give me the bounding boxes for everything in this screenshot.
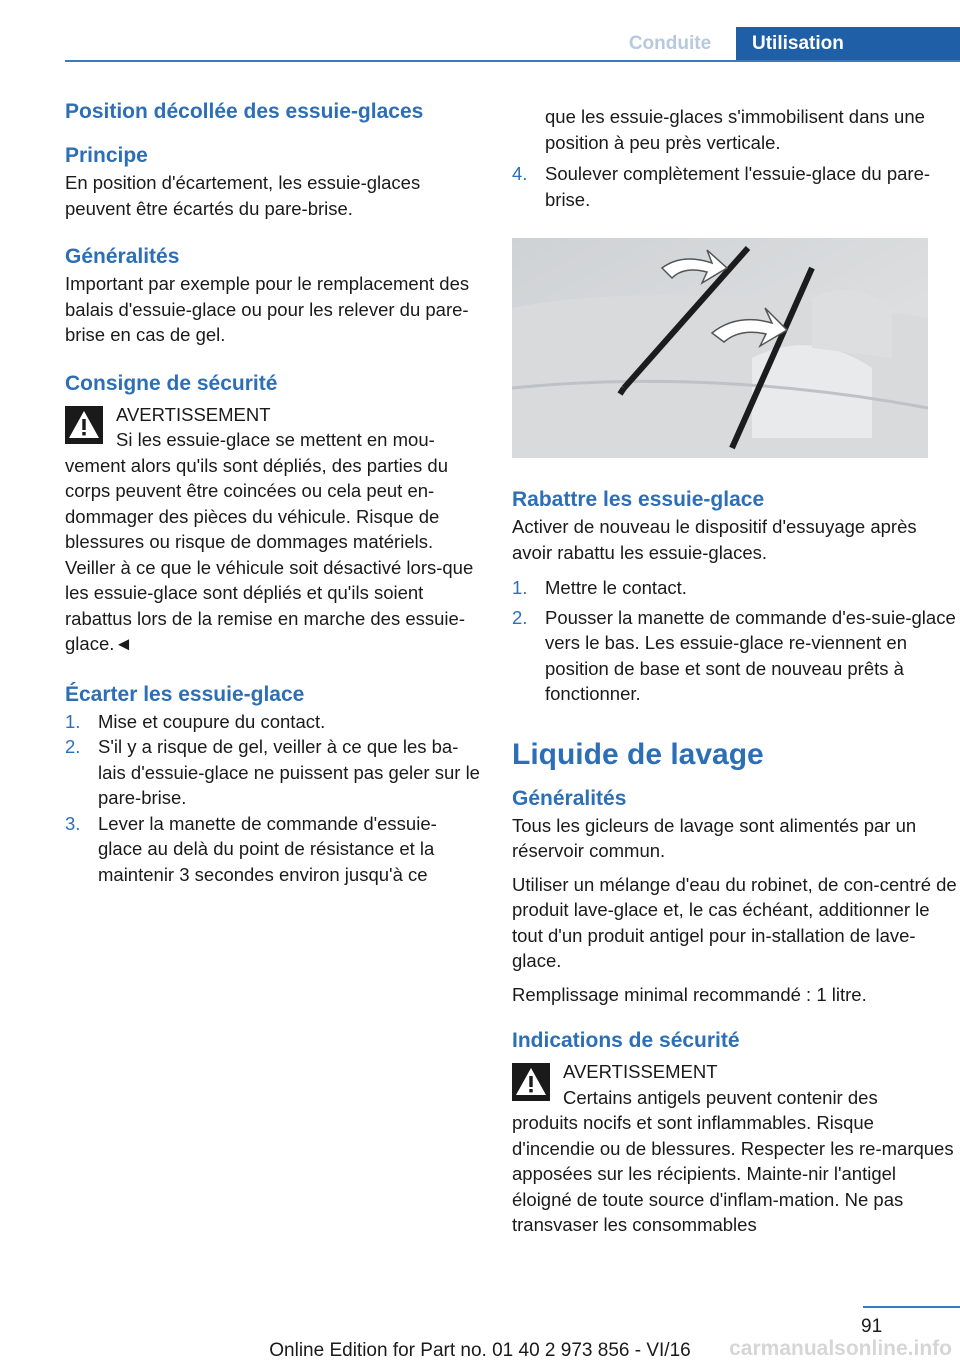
watermark: carmanualsonline.info xyxy=(729,1337,952,1360)
ecarter-steps xyxy=(65,709,480,888)
warning-triangle-icon xyxy=(512,1063,550,1101)
principe-heading: Principe xyxy=(65,144,148,167)
rabattre-steps xyxy=(512,575,958,707)
generalites-text: Important par exemple pour le remplacement des balais d'essuie-glace ou pour les relever du pare-brise en cas de gel. xyxy=(65,273,470,345)
warning-title: AVERTISSEMENT xyxy=(563,1061,718,1082)
warning-triangle-icon xyxy=(65,406,103,444)
right-column xyxy=(512,98,958,1238)
generalites-paragraph: Utiliser un mélange d'eau du robinet, de con-centré de produit lave-glace et, le cas échéant, additionner le tout d'un produit antigel pour in-stallation de lave-glace. xyxy=(512,873,957,971)
rabattre-text: Activer de nouveau le dispositif d'essuyage après avoir rabattu les essuie-glaces. xyxy=(512,516,917,563)
ecarter-steps-continued xyxy=(512,104,958,212)
warning-text: produits nocifs et sont inflammables. Risque d'incendie ou de blessures. Respecter les re-marques apposées sur les récipients. Mainte-nir l'antigel éloigné de toute source d'inflam-mation. Ne pas transvaser les consommables xyxy=(512,1112,954,1235)
list-item: 1. Mettre le contact. xyxy=(512,577,687,598)
left-column xyxy=(65,98,480,887)
liquide-heading: Liquide de lavage xyxy=(512,737,764,771)
header-rule xyxy=(65,60,960,62)
list-item: 2. S'il y a risque de gel, veiller à ce que les ba-lais d'essuie-glace ne puissent pas geler sur le pare-brise. xyxy=(65,736,480,808)
edition-line: Online Edition for Part no. 01 40 2 973 856 - VI/16 xyxy=(269,1340,691,1361)
page-number: 91 xyxy=(861,1316,883,1337)
list-item-continued: que les essuie-glaces s'immobilisent dans une position à peu près verticale. xyxy=(545,106,925,153)
warning-title: AVERTISSEMENT xyxy=(116,403,271,425)
rabattre-heading: Rabattre les essuie-glace xyxy=(512,488,765,511)
indications-heading: Indications de sécurité xyxy=(512,1029,740,1052)
footer-rule xyxy=(863,1306,960,1308)
generalites-paragraph: Tous les gicleurs de lavage sont alimentés par un réservoir commun. xyxy=(512,814,917,861)
list-item: 2. Pousser la manette de commande d'es-suie-glace vers le bas. Les essuie-glace re-viennent en position de base et sont de nouveau prêts à fonctionner. xyxy=(512,606,956,704)
securite-heading: Consigne de sécurité xyxy=(65,371,278,395)
generalites-paragraph: Remplissage minimal recommandé : 1 litre. xyxy=(512,983,867,1005)
generalites-heading: Généralités xyxy=(65,245,180,268)
warning-box xyxy=(65,402,480,657)
list-item: 3. Lever la manette de commande d'essuie-glace au delà du point de résistance et la maintenir 3 secondes environ jusqu'à ce xyxy=(65,812,437,885)
list-item: 1. Mise et coupure du contact. xyxy=(65,710,326,732)
section-title: Position décollée des essuie-glaces xyxy=(65,100,424,123)
ecarter-heading: Écarter les essuie-glace xyxy=(65,682,305,706)
warning-first-line: Certains antigels peuvent contenir des xyxy=(563,1086,878,1108)
tab-conduite[interactable]: Conduite xyxy=(628,33,712,54)
warning-box xyxy=(512,1059,958,1238)
principe-text: En position d'écartement, les essuie-glaces peuvent être écartés du pare-brise. xyxy=(65,172,421,219)
tab-utilisation[interactable]: Utilisation xyxy=(736,27,960,61)
list-item: 4. Soulever complètement l'essuie-glace du pare-brise. xyxy=(512,163,931,210)
warning-first-line: Si les essuie-glace se mettent en mou- xyxy=(116,429,435,450)
warning-text: vement alors qu'ils sont dépliés, des parties du corps peuvent être coincées ou cela peut en-dommager des pièces du véhicule. Risque de blessures ou risque de dommages matériels. Veiller à ce que le véhicule soit désactivé lors-que les essuie-glace sont dépliés et qu'ils soient rabattus lors de la remise en marche des essuie-glace.◄ xyxy=(65,454,474,654)
wiper-illustration xyxy=(512,238,928,458)
liquide-generalites-heading: Généralités xyxy=(512,786,627,810)
